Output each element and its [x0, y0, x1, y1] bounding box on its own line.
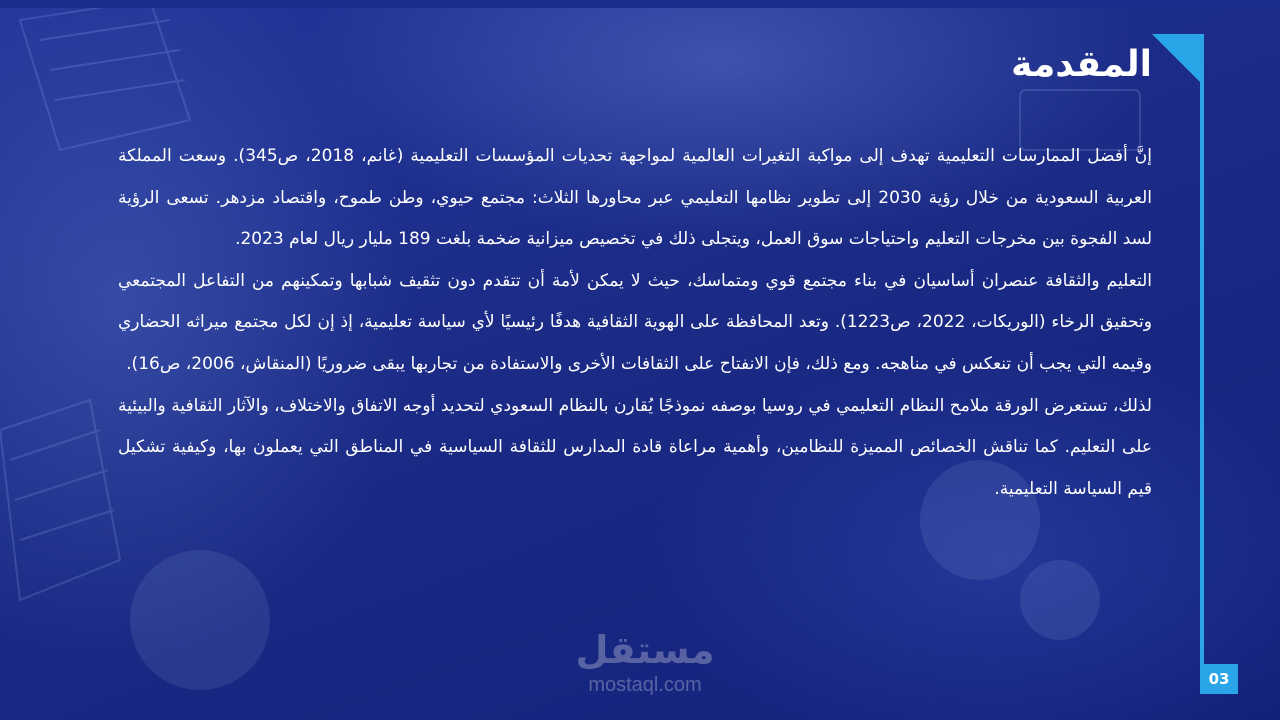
right-frame-line: [1200, 34, 1204, 674]
slide-title: المقدمة: [1011, 44, 1152, 85]
corner-triangle-decoration: [1152, 34, 1204, 86]
page-number-badge: 03: [1200, 664, 1238, 694]
watermark-arabic: مستقل: [575, 628, 715, 672]
paragraph-1: إنَّ أفضل الممارسات التعليمية تهدف إلى مواكبة التغيرات العالمية لمواجهة تحديات المؤسسات التعليمية (غانم، 2018، ص345). وسعت المملكة العربية السعودية من خلال رؤية 2030 إلى تطوير نظامها التعليمي عبر محاورها الثلاث: مجتمع حيوي، وطن طموح، واقتصاد مزدهر. تسعى الرؤية لسد الفجوة بين مخرجات التعليم واحتياجات سوق العمل، ويتجلى ذلك في تخصيص ميزانية ضخمة بلغت 189 مليار ريال لعام 2023.: [118, 146, 1153, 250]
watermark-latin: mostaql.com: [588, 674, 702, 696]
top-frame-bar: [0, 0, 1280, 8]
mostaql-watermark: [560, 626, 730, 706]
slide-body: [118, 136, 1152, 510]
paragraph-3: لذلك، تستعرض الورقة ملامح النظام التعليمي في روسيا بوصفه نموذجًا يُقارن بالنظام السعودي لتحديد أوجه الاتفاق والاختلاف، والآثار الثقافية والبيئية على التعليم. كما تناقش الخصائص المميزة للنظامين، وأهمية مراعاة قادة المدارس للثقافة السياسية في المناطق التي يعملون بها، وكيفية تشكيل قيم السياسة التعليمية.: [118, 395, 1152, 499]
paragraph-2: التعليم والثقافة عنصران أساسيان في بناء مجتمع قوي ومتماسك، حيث لا يمكن لأمة أن تتقدم دون تثقيف شبابها وتمكينهم من التفاعل المجتمعي وتحقيق الرخاء (الوريكات، 2022، ص1223). وتعد المحافظة على الهوية الثقافية هدفًا رئيسيًا لأي سياسة تعليمية، إذ إن لكل مجتمع ميراثه الحضاري وقيمه التي يجب أن تنعكس في مناهجه. ومع ذلك، فإن الانفتاح على الثقافات الأخرى والاستفادة من تجاربها يبقى ضروريًا (المنقاش، 2006، ص16).: [118, 270, 1152, 374]
